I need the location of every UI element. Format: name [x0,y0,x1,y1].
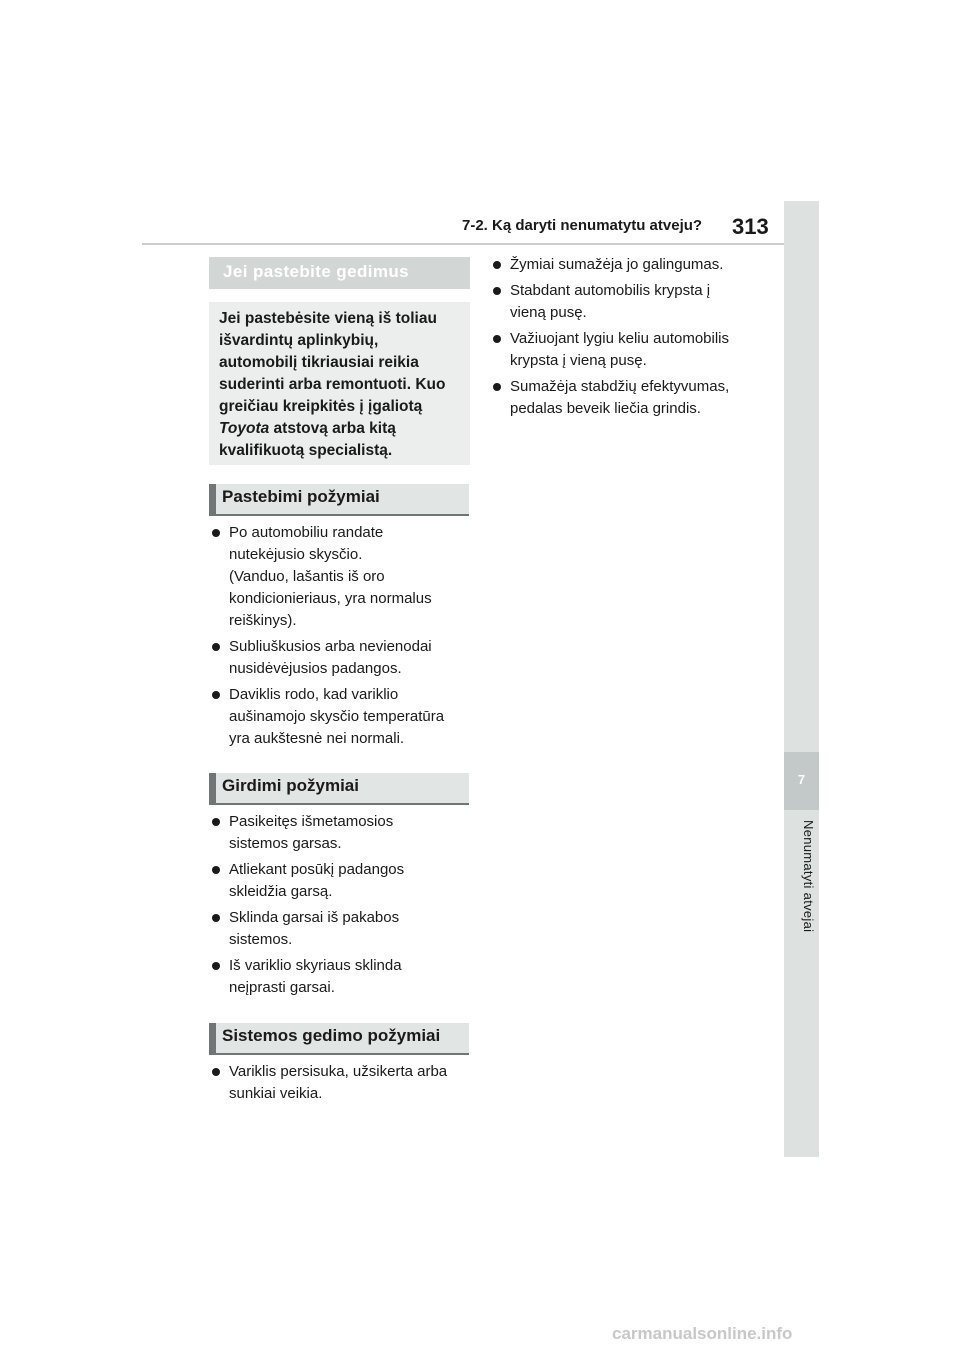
bullet-icon [212,866,220,874]
list-item-line: Variklis persisuka, užsikerta arba [229,1063,448,1080]
list-item-line: (Vanduo, lašantis iš oro [229,568,385,585]
list-item [211,907,469,951]
intro-line: kvalifikuotą specialistą. [219,442,393,459]
bullet-icon [212,691,220,699]
bullet-icon [212,1068,220,1076]
bullet-icon [493,261,501,269]
list-item [211,859,469,903]
list-item-line: sunkiai veikia. [229,1085,323,1102]
right-column-list [492,254,762,424]
chapter-header: 7-2. Ką daryti nenumatytu atveju? [462,217,703,234]
bullet-icon [212,962,220,970]
audible-signs-list [211,811,469,1003]
chapter-tab-label: Nenumatyti atvejai [801,820,816,933]
list-item-line: krypsta į vieną pusę. [510,352,647,369]
list-item-line: neįprasti garsai. [229,979,335,996]
brand-name: Toyota [219,420,270,437]
list-item-line: Stabdant automobilis krypsta į [510,282,711,299]
header-divider [142,243,784,245]
list-item-line: Važiuojant lygiu keliu automobilis [510,330,730,347]
list-item-line: nusidėvėjusios padangos. [229,660,402,677]
list-item-line: sistemos garsas. [229,835,342,852]
intro-line: Jei pastebėsite vieną iš toliau [219,310,437,327]
section-heading-system: Sistemos gedimo požymiai [209,1023,469,1055]
section-heading-visible: Pastebimi požymiai [209,484,469,516]
list-item-line: Po automobiliu randate [229,524,384,541]
intro-box [209,302,470,465]
list-item-line: Subliuškusios arba nevienodai [229,638,432,655]
bullet-icon [493,383,501,391]
bullet-icon [212,643,220,651]
list-item-line: Pasikeitęs išmetamosios [229,813,394,830]
chapter-tab-number: 7 [797,772,806,787]
list-item-line: aušinamojo skysčio temperatūra [229,708,445,725]
list-item-line: reiškinys). [229,612,297,629]
list-item-line: Daviklis rodo, kad variklio [229,686,399,703]
list-item-line: Žymiai sumažėja jo galingumas. [510,256,724,273]
intro-line-rest: atstovą arba kitą [269,420,396,437]
intro-line: automobilį tikriausiai reikia [219,354,419,371]
list-item-line: pedalas beveik liečia grindis. [510,400,701,417]
list-item-line: kondicionieriaus, yra normalus [229,590,432,607]
list-item-line: Sklinda garsai iš pakabos [229,909,400,926]
bullet-icon [212,914,220,922]
bullet-icon [212,529,220,537]
intro-line: suderinti arba remontuoti. Kuo [219,376,446,393]
list-item-line: yra aukštesnė nei normali. [229,730,405,747]
list-item [211,955,469,999]
visible-signs-list [211,522,469,754]
list-item [211,684,469,750]
list-item [492,376,762,420]
list-item [211,1061,469,1105]
bullet-icon [493,287,501,295]
intro-line [219,418,460,440]
watermark: carmanualsonline.info [612,1324,793,1343]
list-item-line: Sumažėja stabdžių efektyvumas, [510,378,730,395]
intro-line: greičiau kreipkitės į įgaliotą [219,398,423,415]
main-heading: Jei pastebite gedimus [209,257,470,289]
section-heading-audible: Girdimi požymiai [209,773,469,805]
list-item [211,636,469,680]
page-number: 313 [732,214,769,239]
list-item-line: Iš variklio skyriaus sklinda [229,957,402,974]
bullet-icon [493,335,501,343]
list-item-line: Atliekant posūkį padangos [229,861,405,878]
list-item-line: vieną pusę. [510,304,587,321]
list-item-line: nutekėjusio skysčio. [229,546,363,563]
list-item-line: skleidžia garsą. [229,883,333,900]
list-item [492,280,762,324]
bullet-icon [212,818,220,826]
list-item [492,254,762,276]
list-item [492,328,762,372]
list-item [211,522,469,632]
intro-line: išvardintų aplinkybių, [219,332,379,349]
chapter-side-tab [784,201,819,1157]
system-signs-list [211,1061,469,1109]
list-item [211,811,469,855]
list-item-line: sistemos. [229,931,293,948]
